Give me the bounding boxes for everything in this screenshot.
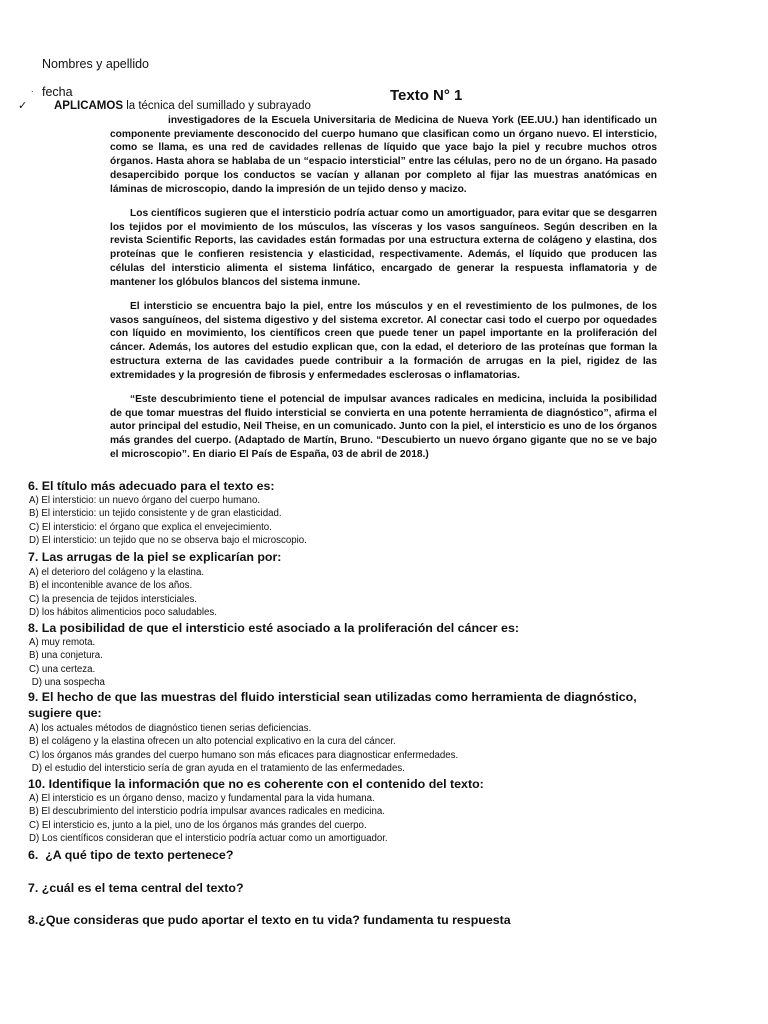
question-6-option-a: A) El intersticio: un nuevo órgano del cuerpo humano. bbox=[29, 495, 261, 506]
paragraph-2: Los científicos sugieren que el intersticio podría actuar como un amortiguador, para evitar que se desgarren los tejidos por el movimiento de los músculos, las vísceras y los vasos sanguíneos. Según describen en la revista Scientific Reports, las cavidades están formadas por una estructura externa de colágeno y elastina, dos proteínas que le confieren resistencia y elasticidad, respectivamente. Además, el líquido que producen las células del intersticio alimenta el sistema linfático, encargado de generar la respuesta inflamatoria y de mantener los glóbulos blancos del sistema inmune. bbox=[110, 208, 657, 288]
question-10-heading: 10. Identifique la información que no es coherente con el contenido del texto: bbox=[28, 777, 484, 791]
question-7-options bbox=[29, 566, 217, 620]
question-8-options bbox=[29, 636, 105, 690]
open-question-contribution: 8.¿Que consideras que pudo aportar el texto en tu vida? fundamenta tu respuesta bbox=[28, 913, 511, 927]
paragraph-1: investigadores de la Escuela Universitaria de Medicina de Nueva York (EE.UU.) han identificado un componente previamente desconocido del cuerpo humano que clasifican como un órgano nuevo. El intersticio, como se llama, es una red de cavidades rellenas de líquido que yace bajo la piel y recubre muchos otros órganos. Hasta ahora se hablaba de un “espacio intersticial” entre las células, pero no de un órgano. Ha pasado desapercibido porque los conductos se vacían y allanan por completo al fijar las muestras anatómicas en láminas de microscopio, dando la impresión de un tejido denso y macizo. bbox=[110, 115, 657, 195]
question-9-option-d: D) el estudio del intersticio sería de gran ayuda en el tratamiento de las enfermedades. bbox=[29, 763, 405, 775]
instruction-rest: la técnica del sumillado y subrayado bbox=[123, 100, 311, 112]
question-10-option-c: C) El intersticio es, junto a la piel, uno de los órganos más grandes del cuerpo. bbox=[29, 819, 367, 831]
question-9-option-b: B) el colágeno y la elastina ofrecen un alto potencial explicativo en la cura del cáncer. bbox=[29, 736, 396, 748]
question-7-option-b: B) el incontenible avance de los años. bbox=[29, 580, 193, 592]
question-8-option-c: C) una certeza. bbox=[29, 663, 96, 675]
question-10-option-a: A) El intersticio es un órgano denso, macizo y fundamental para la vida humana. bbox=[29, 793, 375, 804]
question-9-option-c: C) los órganos más grandes del cuerpo humano son más eficaces para diagnosticar enfermedades. bbox=[29, 749, 459, 761]
question-8-option-a: A) muy remota. bbox=[29, 637, 96, 648]
question-6-options bbox=[29, 494, 307, 548]
instruction-line bbox=[54, 100, 311, 112]
question-7-heading: 7. Las arrugas de la piel se explicarían por: bbox=[28, 550, 282, 564]
question-7-option-a: A) el deterioro del colágeno y la elastina. bbox=[29, 567, 205, 578]
question-9-option-a: A) los actuales métodos de diagnóstico tienen serias deficiencias. bbox=[29, 723, 312, 734]
bullet-dot: . bbox=[31, 84, 34, 94]
checkmark-icon: ✓ bbox=[18, 100, 28, 112]
question-9-heading: 9. El hecho de que las muestras del fluido intersticial sean utilizadas como herramienta de diagnóstico, sugiere que: bbox=[28, 690, 637, 720]
question-6-heading: 6. El título más adecuado para el texto es: bbox=[28, 479, 275, 493]
question-10-option-b: B) El descubrimiento del intersticio podría impulsar avances radicales en medicina. bbox=[29, 806, 385, 818]
question-6-option-b: B) El intersticio: un tejido consistente y de gran elasticidad. bbox=[29, 508, 282, 520]
paragraph-4: “Este descubrimiento tiene el potencial de impulsar avances radicales en medicina, incluida la posibilidad de que tomar muestras del fluido intersticial se convierta en una potente herramienta de diagnóstico”, afirma el autor principal del estudio, Neil Theise, en un comunicado. Junto con la piel, el intersticio es uno de los órganos más grandes del cuerpo. (Adaptado de Martín, Bruno. “Descubierto un nuevo órgano gigante que no se ve bajo el microscopio”. En diario El País de España, 03 de abril de 2018.) bbox=[110, 394, 657, 460]
question-6-option-d: D) El intersticio: un tejido que no se observa bajo el microscopio. bbox=[29, 535, 307, 547]
question-7-option-c: C) la presencia de tejidos intersticiales. bbox=[29, 593, 197, 605]
question-10-option-d: D) Los científicos consideran que el intersticio podría actuar como un amortiguador. bbox=[29, 833, 388, 845]
question-6-option-c: C) El intersticio: el órgano que explica el envejecimiento. bbox=[29, 521, 272, 533]
open-question-theme: 7. ¿cuál es el tema central del texto? bbox=[28, 881, 244, 895]
instruction-bold: APLICAMOS bbox=[54, 100, 123, 112]
name-label: Nombres y apellido bbox=[42, 57, 149, 71]
question-8-option-d: D) una sospecha bbox=[29, 677, 105, 689]
date-label: fecha bbox=[42, 85, 73, 99]
question-8-heading: 8. La posibilidad de que el intersticio esté asociado a la proliferación del cáncer es: bbox=[28, 621, 519, 635]
question-8-option-b: B) una conjetura. bbox=[29, 650, 103, 662]
open-question-type: 6. ¿A qué tipo de texto pertenece? bbox=[28, 848, 234, 862]
paragraph-3: El intersticio se encuentra bajo la piel, entre los músculos y en el revestimiento de los pulmones, de los vasos sanguíneos, del sistema digestivo y del sistema excretor. Al conectar casi todo el cuerpo por oquedades con líquido en movimiento, los científicos creen que puede tener un papel importante en la proliferación del cáncer. Además, los autores del estudio explican que, con la edad, el deterioro de las proteínas que forman la estructura externa de las cavidades puede contribuir a la formación de arrugas en la piel, rigidez de las extremidades y la progresión de fibrosis y enfermedades esclerosas o inflamatorias. bbox=[110, 301, 657, 381]
page-title: Texto N° 1 bbox=[390, 87, 463, 104]
question-9-options bbox=[29, 722, 458, 776]
question-7-option-d: D) los hábitos alimenticios poco saludables. bbox=[29, 607, 217, 619]
question-10-options bbox=[29, 792, 388, 846]
